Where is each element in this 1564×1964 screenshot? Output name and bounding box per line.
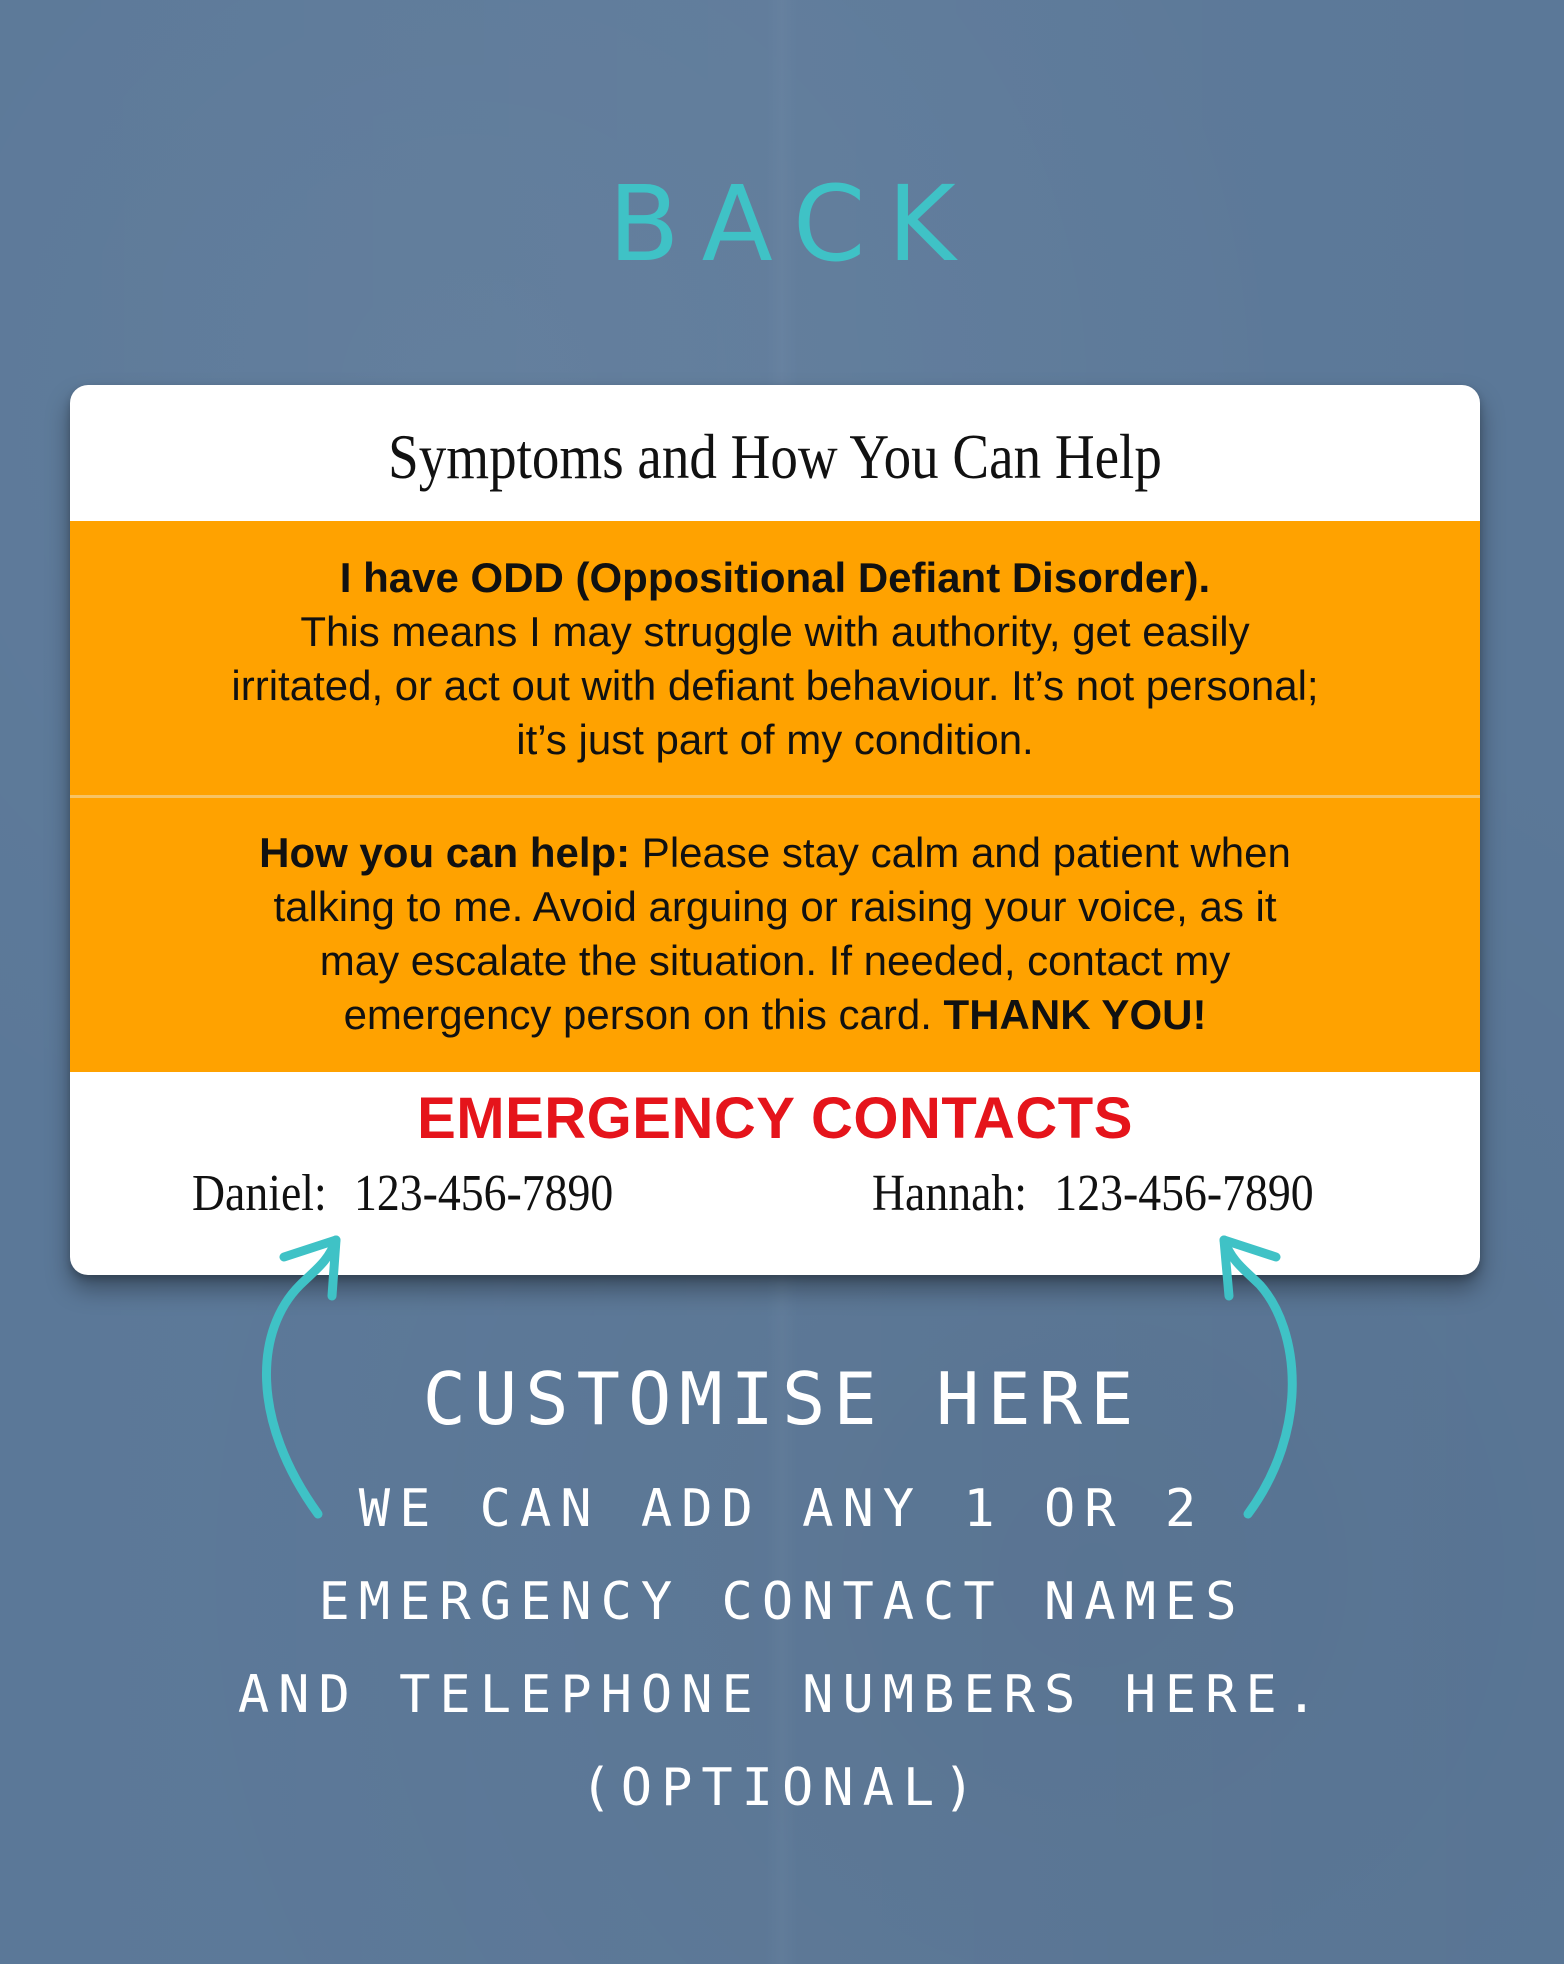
- customise-note-line-4: (OPTIONAL): [580, 1758, 984, 1818]
- customise-heading: CUSTOMISE HERE: [422, 1357, 1142, 1441]
- condition-text-line-1: This means I may struggle with authority, get easily: [300, 608, 1250, 655]
- condition-text-line-2: irritated, or act out with defiant behaviour. It’s not personal;: [231, 662, 1319, 709]
- help-label: How you can help:: [259, 829, 631, 876]
- contact-name: Hannah:: [872, 1165, 1028, 1222]
- help-text-line-3: may escalate the situation. If needed, contact my: [319, 937, 1231, 984]
- emergency-contact-1: [192, 1165, 614, 1222]
- help-section: [70, 798, 1480, 1072]
- contact-phone: 123-456-7890: [1054, 1165, 1314, 1222]
- contact-phone: 123-456-7890: [353, 1165, 614, 1222]
- back-heading: BACK: [608, 163, 978, 285]
- help-text-line-4: emergency person on this card.: [343, 991, 944, 1038]
- help-text-line-2: talking to me. Avoid arguing or raising your voice, as it: [273, 883, 1277, 930]
- condition-text-line-3: it’s just part of my condition.: [516, 716, 1034, 763]
- condition-section: [70, 521, 1480, 795]
- customise-note-line-1: WE CAN ADD ANY 1 OR 2: [358, 1479, 1206, 1539]
- customise-note-line-2: EMERGENCY CONTACT NAMES: [318, 1572, 1246, 1632]
- emergency-contact-2: [872, 1165, 1314, 1222]
- condition-statement: I have ODD (Oppositional Defiant Disorder).: [339, 554, 1211, 601]
- customise-note-line-3: AND TELEPHONE NUMBERS HERE.: [237, 1665, 1327, 1725]
- odd-info-card: [70, 385, 1480, 1275]
- card-title: Symptoms and How You Can Help: [388, 421, 1162, 492]
- emergency-contacts-title: EMERGENCY CONTACTS: [417, 1086, 1133, 1151]
- thank-you-text: THANK YOU!: [943, 991, 1207, 1038]
- contact-name: Daniel:: [192, 1165, 327, 1222]
- help-text-line-1: Please stay calm and patient when: [630, 829, 1291, 876]
